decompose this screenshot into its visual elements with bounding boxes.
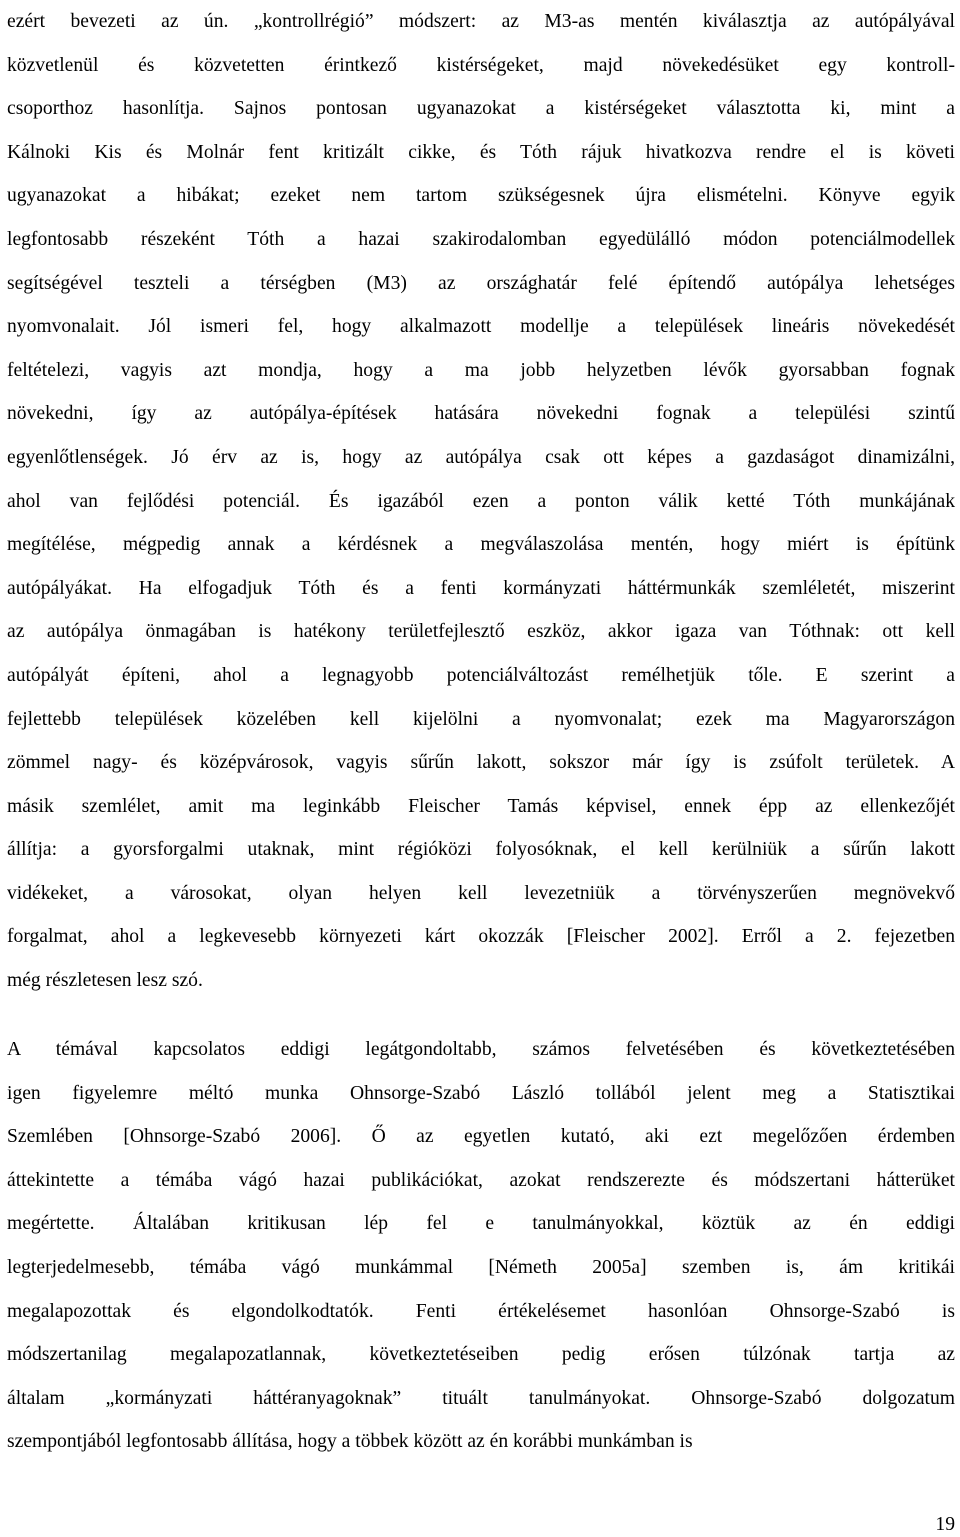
text-line: Szemlében [Ohnsorge-Szabó 2006]. Ő az egyetlen kutató, aki ezt megelőzően érdemben <box>7 1126 955 1148</box>
text-line: legterjedelmesebb, témába vágó munkámmal [Németh 2005a] szemben is, ám kritikái <box>7 1256 955 1278</box>
text-line: forgalmat, ahol a legkevesebb környezeti kárt okozzák [Fleischer 2002]. Erről a 2. fejezetben <box>7 926 955 948</box>
text-line: megértette. Általában kritikusan lép fel e tanulmányokkal, köztük az én eddigi <box>7 1213 955 1235</box>
text-line: csoporthoz hasonlítja. Sajnos pontosan ugyanazokat a kistérségeket választotta ki, mint a <box>7 98 955 120</box>
text-line: megalapozottak és elgondolkodtatók. Fenti értékelésemet hasonlóan Ohnsorge-Szabó is <box>7 1300 955 1322</box>
text-line: másik szemlélet, amit ma leginkább Fleischer Tamás képvisel, ennek épp az ellenkezőjét <box>7 795 955 817</box>
page-number: 19 <box>935 1514 955 1535</box>
text-line: ugyanazokat a hibákat; ezeket nem tartom szükségesnek újra elismételni. Könyve egyik <box>7 185 955 207</box>
text-line: még részletesen lesz szó. <box>7 970 203 992</box>
text-line: A témával kapcsolatos eddigi legátgondoltabb, számos felvetésében és következtetésében <box>7 1039 955 1060</box>
text-line: fejlettebb települések közelében kell kijelölni a nyomvonalat; ezek ma Magyarországon <box>7 708 955 730</box>
text-line: egyenlőtlenségek. Jó érv az is, hogy az autópálya csak ott képes a gazdaságot dinamizálni, <box>7 446 955 468</box>
text-line: áttekintette a témába vágó hazai publikációkat, azokat rendszerezte és módszertani hátterüket <box>7 1169 955 1191</box>
paragraph-1 <box>7 0 955 1003</box>
text-line: segítségével teszteli a térségben (M3) az országhatár felé építendő autópálya lehetséges <box>7 272 955 294</box>
text-line: közvetlenül és közvetetten érintkező kistérségeket, majd növekedésüket egy kontroll- <box>7 54 955 76</box>
text-line: feltételezi, vagyis azt mondja, hogy a ma jobb helyzetben lévők gyorsabban fognak <box>7 359 955 381</box>
text-line: módszertanilag megalapozatlannak, következtetéseiben pedig erősen túlzónak tartja az <box>7 1344 955 1366</box>
text-line: zömmel nagy- és középvárosok, vagyis sűrűn lakott, sokszor már így is zsúfolt területek. A <box>7 752 955 774</box>
text-line: általam „kormányzati háttéranyagoknak” tituált tanulmányokat. Ohnsorge-Szabó dolgozatum <box>7 1387 955 1409</box>
text-line: ahol van fejlődési potenciál. És igazából ezen a ponton válik ketté Tóth munkájának <box>7 490 955 512</box>
text-line: Kálnoki Kis és Molnár fent kritizált cikke, és Tóth rájuk hivatkozva rendre el is követi <box>7 141 955 163</box>
text-line: autópályákat. Ha elfogadjuk Tóth és a fenti kormányzati háttérmunkák szemléletét, miszerint <box>7 577 955 599</box>
text-line: növekedni, így az autópálya-építések hatására növekedni fognak a települési szintű <box>7 403 955 425</box>
text-line: vidékeket, a városokat, olyan helyen kell levezetniük a törvényszerűen megnövekvő <box>7 882 955 904</box>
text-line: legfontosabb részeként Tóth a hazai szakirodalomban egyedülálló módon potenciálmodellek <box>7 228 955 250</box>
text-line: az autópálya önmagában is hatékony területfejlesztő eszköz, akkor igaza van Tóthnak: ott kell <box>7 621 955 643</box>
text-line: ezért bevezeti az ún. „kontrollrégió” módszert: az M3-as mentén kiválasztja az autópályával <box>7 11 955 32</box>
text-line: megítélése, mégpedig annak a kérdésnek a megválaszolása mentén, hogy miért is építünk <box>7 534 955 556</box>
text-line: szempontjából legfontosabb állítása, hogy a többek között az én korábbi munkámban is <box>7 1431 693 1453</box>
text-line: igen figyelemre méltó munka Ohnsorge-Szabó László tollából jelent meg a Statisztikai <box>7 1082 955 1104</box>
text-line: nyomvonalait. Jól ismeri fel, hogy alkalmazott modellje a települések lineáris növekedését <box>7 316 955 338</box>
text-line: állítja: a gyorsforgalmi utaknak, mint régióközi folyosóknak, el kell kerülniük a sűrűn lakott <box>7 839 955 861</box>
paragraph-2 <box>7 1028 955 1464</box>
text-line: autópályát építeni, ahol a legnagyobb potenciálváltozást remélhetjük tőle. E szerint a <box>7 664 955 686</box>
